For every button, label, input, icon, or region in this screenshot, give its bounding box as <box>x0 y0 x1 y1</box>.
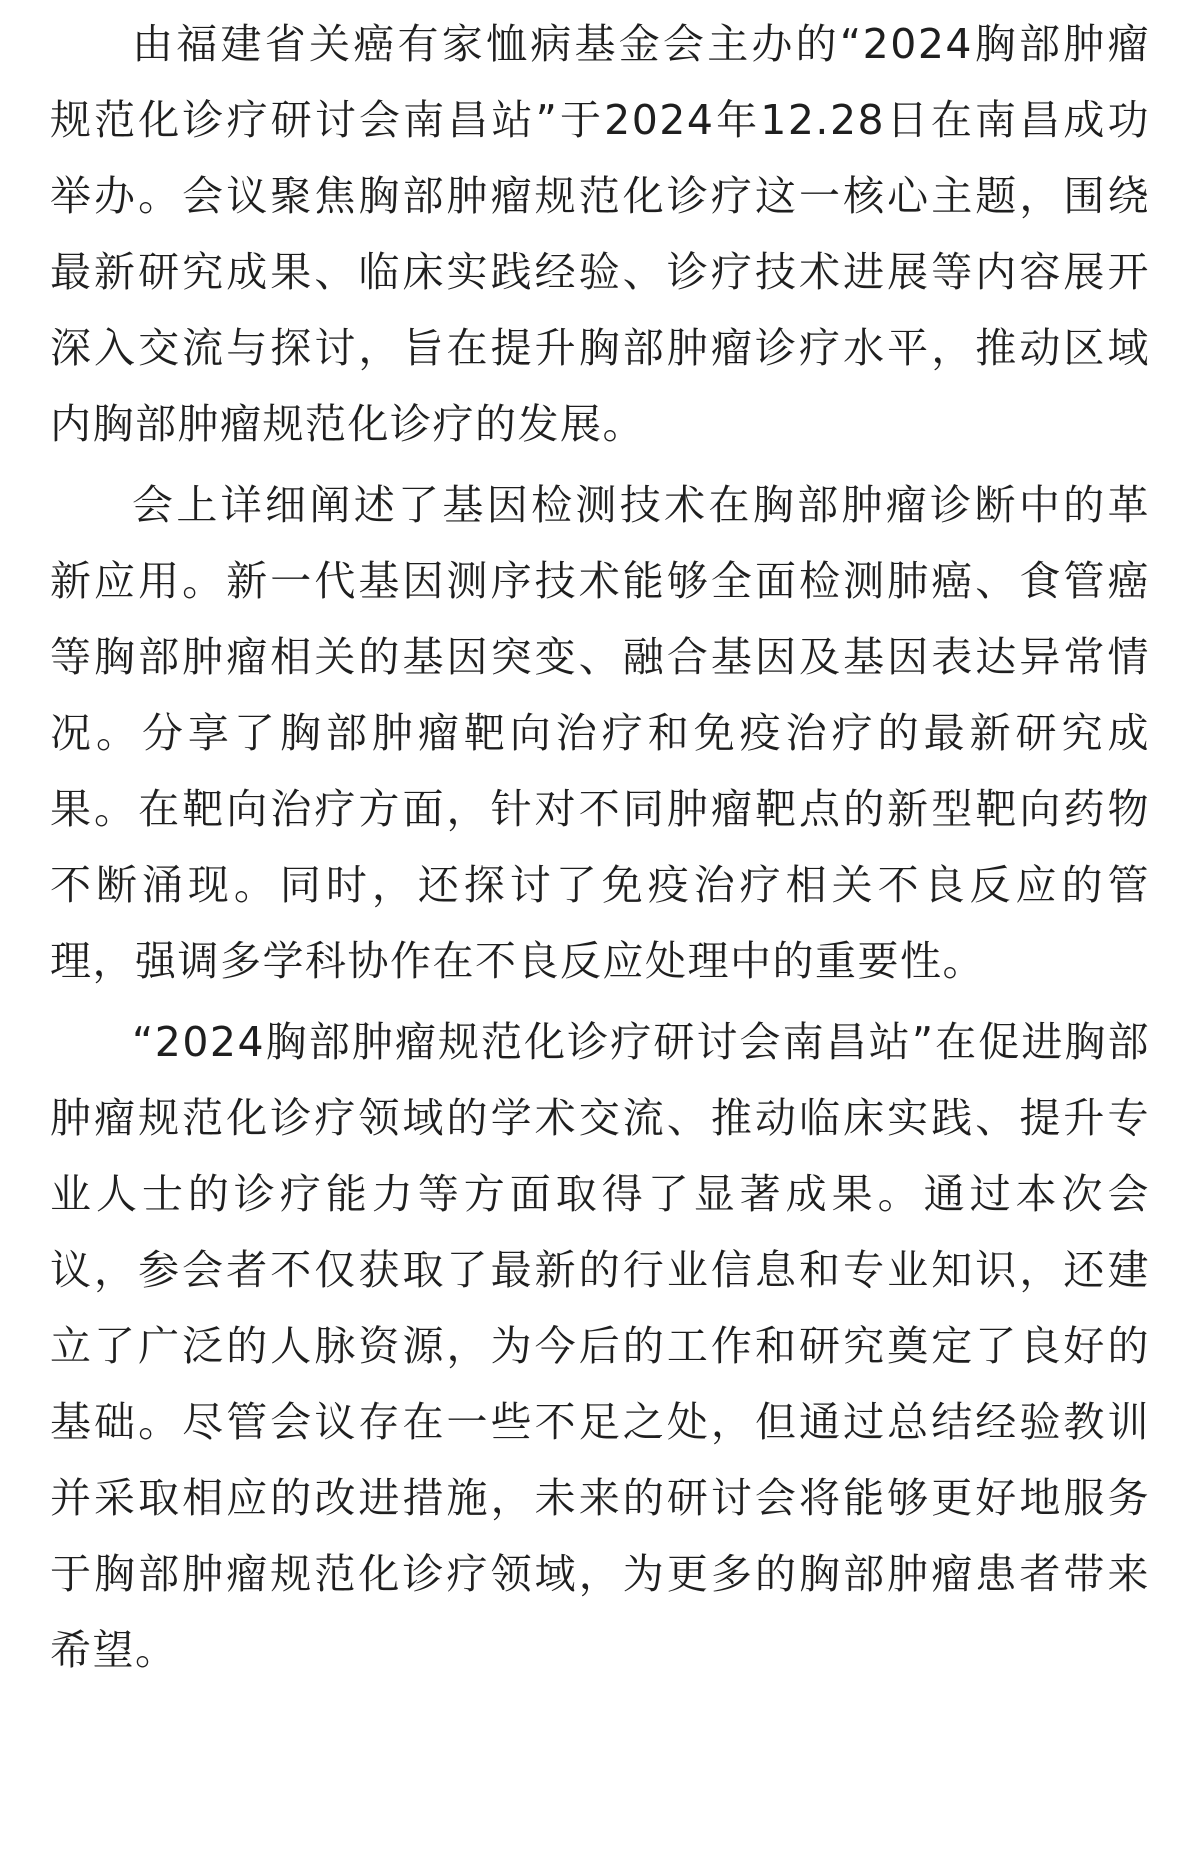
paragraph-intro: 由福建省关癌有家恤病基金会主办的“2024胸部肿瘤规范化诊疗研讨会南昌站”于2024年12.28日在南昌成功举办。会议聚焦胸部肿瘤规范化诊疗这一核心主题，围绕最新研究成果、临床实践经验、诊疗技术进展等内容展开深入交流与探讨，旨在提升胸部肿瘤诊疗水平，推动区域内胸部肿瘤规范化诊疗的发展。 <box>50 20 1150 448</box>
paragraph-conclusion: “2024胸部肿瘤规范化诊疗研讨会南昌站”在促进胸部肿瘤规范化诊疗领域的学术交流、推动临床实践、提升专业人士的诊疗能力等方面取得了显著成果。通过本次会议，参会者不仅获取了最新的行业信息和专业知识，还建立了广泛的人脉资源，为今后的工作和研究奠定了良好的基础。尽管会议存在一些不足之处，但通过总结经验教训并采取相应的改进措施，未来的研讨会将能够更好地服务于胸部肿瘤规范化诊疗领域，为更多的胸部肿瘤患者带来希望。 <box>50 1018 1150 1674</box>
paragraph-content: 会上详细阐述了基因检测技术在胸部肿瘤诊断中的革新应用。新一代基因测序技术能够全面检测肺癌、食管癌等胸部肿瘤相关的基因突变、融合基因及基因表达异常情况。分享了胸部肿瘤靶向治疗和免疫治疗的最新研究成果。在靶向治疗方面，针对不同肿瘤靶点的新型靶向药物不断涌现。同时，还探讨了免疫治疗相关不良反应的管理，强调多学科协作在不良反应处理中的重要性。 <box>50 481 1150 985</box>
